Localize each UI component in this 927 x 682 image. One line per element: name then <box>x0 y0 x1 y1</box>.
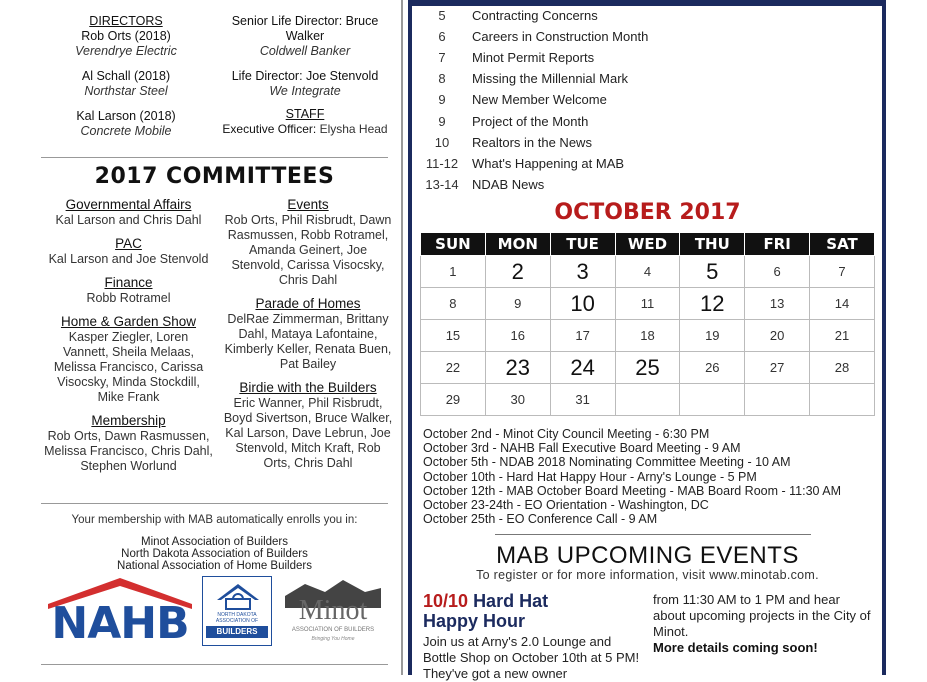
director-company: Northstar Steel <box>84 84 168 98</box>
calendar-day: 25 <box>615 352 680 384</box>
calendar-week <box>421 320 875 352</box>
director-name: Senior Life Director: Bruce Walker <box>231 14 379 43</box>
committee-name: Birdie with the Builders <box>239 380 377 395</box>
toc-title: Realtors in the News <box>472 134 592 150</box>
calendar-week <box>421 256 875 288</box>
minot-tagline: Bringing You Home <box>311 636 355 642</box>
event-body-right <box>653 592 875 656</box>
toc-title: Minot Permit Reports <box>472 50 595 66</box>
calendar-day: 27 <box>745 352 810 384</box>
calendar-day: 28 <box>810 352 875 384</box>
director-name: Kal Larson (2018) <box>76 109 176 123</box>
day-header: MON <box>485 233 550 256</box>
toc-title: Careers in Construction Month <box>472 29 649 45</box>
minot-wordmark: Minot <box>298 595 368 626</box>
calendar-day: 10 <box>550 288 615 320</box>
calendar-day: 21 <box>810 320 875 352</box>
event-item: October 12th - MAB October Board Meeting - MAB Board Room - 11:30 AM <box>423 483 842 498</box>
event-title <box>423 591 548 631</box>
toc-item <box>420 155 625 173</box>
committee-group <box>41 413 216 474</box>
toc-item <box>420 49 595 67</box>
toc-item <box>420 113 589 131</box>
day-header: TUE <box>550 233 615 256</box>
nahb-wordmark: NAHB <box>51 598 189 649</box>
org-name: National Association of Home Builders <box>117 560 312 572</box>
committee-group <box>41 275 216 306</box>
director-name: Life Director: Joe Stenvold <box>231 69 379 83</box>
calendar-day: 13 <box>745 288 810 320</box>
calendar-day: 12 <box>680 288 745 320</box>
divider <box>41 664 388 665</box>
nd-logo-text <box>204 612 270 624</box>
committee-members: Eric Wanner, Phil Risbrudt, Boyd Sivertson, Bruce Walker, Kal Larson, Dave Lebrun, Joe Stenvold, Mitch Kraft, Rob Orts, Chris Dahl <box>223 396 393 470</box>
calendar-day: 20 <box>745 320 810 352</box>
more-details: More details coming soon! <box>653 640 818 655</box>
calendar-day: 3 <box>550 256 615 288</box>
calendar-day: 24 <box>550 352 615 384</box>
committee-name: Home & Garden Show <box>60 314 197 329</box>
director-company: Verendrye Electric <box>75 44 177 58</box>
event-title-line1: Hard Hat <box>473 591 549 611</box>
calendar-day: 19 <box>680 320 745 352</box>
staff-heading: STAFF <box>285 107 325 121</box>
event-body-right-text: from 11:30 AM to 1 PM and hear about upcoming projects in the City of Minot. <box>653 592 871 639</box>
committee-members: Rob Orts, Dawn Rasmussen, Melissa Francisco, Chris Dahl, Stephen Worlund <box>44 429 213 473</box>
org-name: Minot Association of Builders <box>140 536 289 548</box>
toc-page: 13-14 <box>425 176 459 192</box>
committee-group <box>222 380 394 471</box>
divider <box>41 503 388 504</box>
october-calendar <box>420 232 875 416</box>
committee-name: PAC <box>115 236 142 251</box>
calendar-day: 2 <box>485 256 550 288</box>
toc-page: 11-12 <box>425 155 459 171</box>
committee-group <box>222 197 394 288</box>
calendar-day: 16 <box>485 320 550 352</box>
calendar-day <box>745 384 810 416</box>
committee-members: Rob Orts, Phil Risbrudt, Dawn Rasmussen, Robb Rotramel, Amanda Geinert, Joe Stenvold, Carissa Visocsky, Chris Dahl <box>224 213 392 287</box>
minot-sub: ASSOCIATION OF BUILDERS <box>291 627 375 633</box>
calendar-day: 26 <box>680 352 745 384</box>
event-item: October 5th - NDAB 2018 Nominating Committee Meeting - 10 AM <box>423 455 791 470</box>
calendar-day: 8 <box>421 288 486 320</box>
committee-members: Kasper Ziegler, Loren Vannett, Sheila Melaas, Melissa Francisco, Carissa Visocsky, Minda Stockdill, Mike Frank <box>53 330 204 404</box>
toc-page: 5 <box>438 8 446 23</box>
director-name: Al Schall (2018) <box>81 69 171 83</box>
toc-title: Project of the Month <box>472 113 589 129</box>
calendar-day: 5 <box>680 256 745 288</box>
committee-name: Events <box>287 197 329 212</box>
staff-name: Elysha Head <box>319 122 388 136</box>
committees-title: 2017 COMMITTEES <box>94 164 335 189</box>
committee-group <box>41 197 216 228</box>
frame-top-bar <box>408 0 886 6</box>
directors-left <box>56 14 196 139</box>
calendar-day <box>680 384 745 416</box>
committee-name: Governmental Affairs <box>65 197 192 212</box>
toc-title: Missing the Millennial Mark <box>472 71 629 87</box>
committee-group <box>222 296 394 372</box>
committee-members: Kal Larson and Chris Dahl <box>55 213 202 227</box>
committee-group <box>41 314 216 405</box>
toc-title: What's Happening at MAB <box>472 155 625 171</box>
calendar-header-row <box>421 233 875 256</box>
membership-intro: Your membership with MAB automatically enrolls you in: <box>71 514 358 526</box>
event-date: 10/10 <box>423 591 469 611</box>
calendar-title: OCTOBER 2017 <box>554 200 741 225</box>
toc-item <box>420 28 649 46</box>
directors-heading: DIRECTORS <box>89 14 163 28</box>
calendar-day: 1 <box>421 256 486 288</box>
nd-line: ASSOCIATION OF <box>215 618 259 624</box>
upcoming-title: MAB UPCOMING EVENTS <box>496 542 799 569</box>
toc-page: 9 <box>438 92 446 108</box>
calendar-day: 29 <box>421 384 486 416</box>
day-header: FRI <box>745 233 810 256</box>
calendar-week <box>421 384 875 416</box>
calendar-day: 9 <box>485 288 550 320</box>
event-body-left: Join us at Arny's 2.0 Lounge and Bottle Shop on October 10th at 5 PM! They've got a new owner <box>423 634 640 681</box>
committee-members: Kal Larson and Joe Stenvold <box>48 252 209 266</box>
event-item: October 2nd - Minot City Council Meeting - 6:30 PM <box>423 427 710 441</box>
toc-page: 6 <box>438 29 446 45</box>
committee-name: Membership <box>91 413 166 428</box>
committee-name: Parade of Homes <box>255 296 361 311</box>
toc-title: Contracting Concerns <box>472 8 598 23</box>
calendar-day: 23 <box>485 352 550 384</box>
staff-label: Executive Officer: <box>222 122 317 136</box>
toc-page: 10 <box>434 134 450 150</box>
director-name: Rob Orts (2018) <box>81 29 171 43</box>
calendar-body <box>421 256 875 416</box>
committees-left <box>41 197 216 482</box>
event-title-line2: Happy Hour <box>423 611 526 631</box>
toc-page: 7 <box>438 50 446 66</box>
event-item: October 25th - EO Conference Call - 9 AM <box>423 512 658 527</box>
column-divider <box>401 0 403 675</box>
left-column <box>0 0 400 675</box>
nd-builders-logo <box>202 576 274 648</box>
calendar-day: 15 <box>421 320 486 352</box>
committee-members: Robb Rotramel <box>86 291 171 305</box>
calendar-day: 6 <box>745 256 810 288</box>
calendar-day: 30 <box>485 384 550 416</box>
toc-item <box>420 134 592 152</box>
director-company: Coldwell Banker <box>259 44 351 58</box>
director-company: Concrete Mobile <box>80 124 172 138</box>
calendar-day: 7 <box>810 256 875 288</box>
toc-item <box>420 176 545 194</box>
calendar-day <box>615 384 680 416</box>
committee-members: DelRae Zimmerman, Brittany Dahl, Mataya Lafontaine, Kimberly Keller, Renata Buen, Pat Bailey <box>224 312 392 371</box>
calendar-day: 22 <box>421 352 486 384</box>
day-header: THU <box>680 233 745 256</box>
toc-item <box>420 7 598 25</box>
calendar-week <box>421 288 875 320</box>
divider <box>495 534 811 535</box>
committees-right <box>222 197 394 479</box>
director-company: We Integrate <box>269 84 341 98</box>
nd-line: NORTH DAKOTA <box>217 612 257 618</box>
membership-orgs <box>41 536 388 572</box>
calendar-day: 17 <box>550 320 615 352</box>
committee-name: Finance <box>104 275 153 290</box>
staff-line <box>212 122 398 137</box>
toc-title: New Member Welcome <box>472 92 607 108</box>
toc-title: NDAB News <box>472 176 545 192</box>
day-header: SUN <box>421 233 486 256</box>
calendar-week <box>421 352 875 384</box>
day-header: SAT <box>810 233 875 256</box>
directors-right <box>212 14 398 137</box>
calendar-day: 31 <box>550 384 615 416</box>
calendar-day: 11 <box>615 288 680 320</box>
house-icon <box>215 582 261 610</box>
toc-item <box>420 70 629 88</box>
upcoming-subtitle: To register or for more information, visit www.minotab.com. <box>476 568 819 582</box>
toc-page: 8 <box>438 71 446 87</box>
event-item: October 23-24th - EO Orientation - Washington, DC <box>423 498 709 512</box>
nahb-logo <box>48 578 192 648</box>
day-header: WED <box>615 233 680 256</box>
event-item: October 3rd - NAHB Fall Executive Board Meeting - 9 AM <box>423 441 741 456</box>
calendar-day: 14 <box>810 288 875 320</box>
toc-item <box>420 91 607 109</box>
divider <box>41 157 388 158</box>
nd-builders-bar: BUILDERS <box>206 626 268 638</box>
event-item: October 10th - Hard Hat Happy Hour - Arny's Lounge - 5 PM <box>423 469 757 484</box>
calendar-day: 4 <box>615 256 680 288</box>
toc-page: 9 <box>438 113 446 129</box>
calendar-day <box>810 384 875 416</box>
committee-group <box>41 236 216 267</box>
org-name: North Dakota Association of Builders <box>121 548 308 560</box>
calendar-day: 18 <box>615 320 680 352</box>
minot-logo <box>285 578 381 646</box>
